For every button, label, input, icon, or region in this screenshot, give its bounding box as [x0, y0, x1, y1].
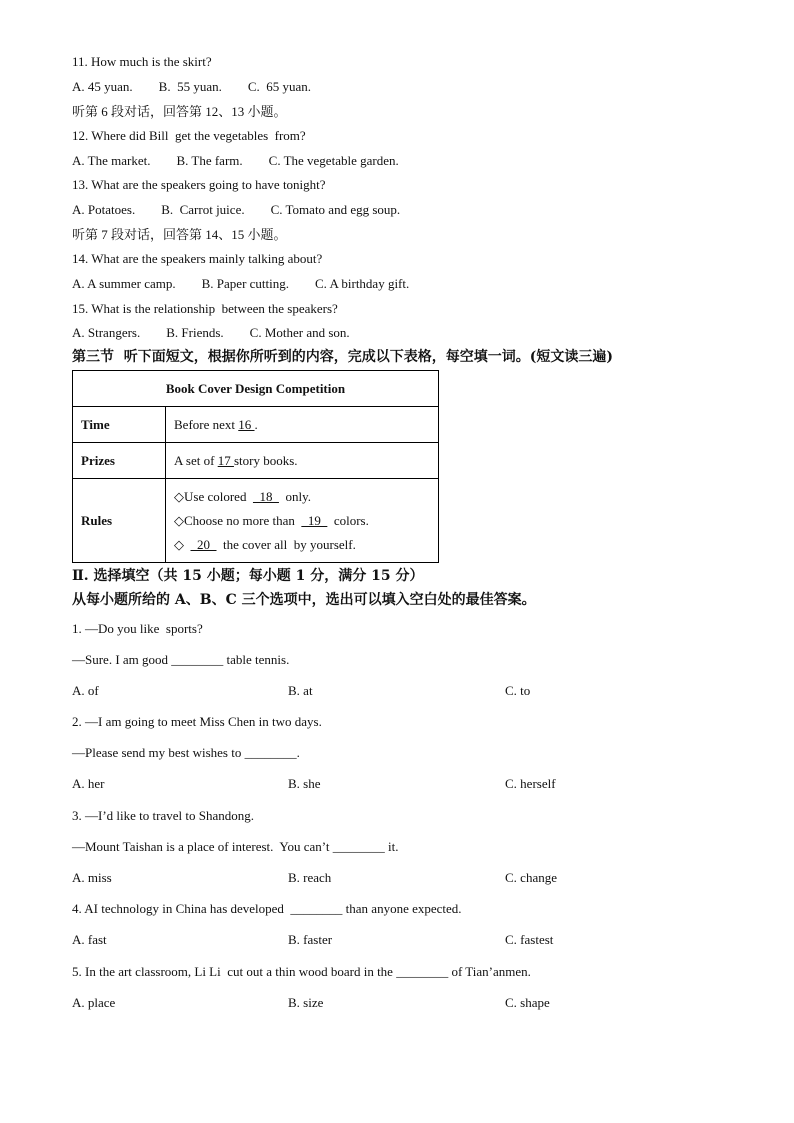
mc-5-line-1: 5. In the art classroom, Li Li cut out a thin wood board in the ________ of Tian’anmen.	[72, 964, 531, 979]
rule-3: ◇ 20 the cover all by yourself.	[174, 536, 356, 552]
mc-2-option-a[interactable]: A. her	[72, 776, 105, 791]
rule-2: ◇Choose no more than 19 colors.	[174, 512, 369, 528]
question-14-options: A. A summer camp. B. Paper cutting. C. A birthday gift.	[72, 276, 410, 291]
question-12: 12. Where did Bill get the vegetables from?	[72, 128, 306, 143]
mc-5-option-c[interactable]: C. shape	[505, 995, 550, 1010]
mc-4-line-1: 4. AI technology in China has developed ________ than anyone expected.	[72, 901, 462, 916]
rule-1: ◇Use colored 18 only.	[174, 488, 311, 504]
mc-3-option-b[interactable]: B. reach	[288, 870, 332, 885]
mc-2-option-b[interactable]: B. she	[288, 776, 321, 791]
mc-3-line-1: 3. —I’d like to travel to Shandong.	[72, 808, 254, 823]
question-15: 15. What is the relationship between the speakers?	[72, 301, 338, 316]
mc-5-option-a[interactable]: A. place	[72, 995, 116, 1010]
blank-17[interactable]: 17	[217, 452, 234, 468]
mc-3-line-2: —Mount Taishan is a place of interest. You can’t ________ it.	[72, 839, 399, 854]
rules-cell	[166, 479, 439, 563]
mc-4-option-c[interactable]: C. fastest	[505, 932, 554, 947]
mc-5-option-b[interactable]: B. size	[288, 995, 324, 1010]
mc-4-option-a[interactable]: A. fast	[72, 932, 107, 947]
prizes-label: Prizes	[73, 443, 166, 479]
time-cell: Before next 16 .	[166, 407, 439, 443]
mc-3-option-a[interactable]: A. miss	[72, 870, 112, 885]
mc-2-line-1: 2. —I am going to meet Miss Chen in two days.	[72, 714, 322, 729]
mc-1-option-a[interactable]: A. of	[72, 683, 99, 698]
blank-19[interactable]: 19	[301, 512, 328, 528]
question-12-options: A. The market. B. The farm. C. The vegetable garden.	[72, 153, 399, 168]
part-2-instruction: 从每小题所给的 A、B、C 三个选项中，选出可以填入空白处的最佳答案。	[72, 592, 536, 608]
prizes-cell: A set of 17 story books.	[166, 443, 439, 479]
mc-1-option-b[interactable]: B. at	[288, 683, 313, 698]
question-11: 11. How much is the skirt?	[72, 54, 212, 69]
blank-18[interactable]: 18	[252, 488, 279, 504]
part-2-heading: Ⅱ. 选择填空（共 15 小题；每小题 1 分，满分 15 分）	[72, 568, 424, 584]
question-14: 14. What are the speakers mainly talking about?	[72, 251, 323, 266]
mc-4-option-b[interactable]: B. faster	[288, 932, 333, 947]
time-label: Time	[73, 407, 166, 443]
mc-1-line-2: —Sure. I am good ________ table tennis.	[72, 652, 290, 667]
blank-16[interactable]: 16	[238, 416, 255, 432]
dialogue-7-instruction: 听第 7 段对话，回答第 14、15 小题。	[72, 227, 287, 242]
mc-1-line-1: 1. —Do you like sports?	[72, 621, 203, 636]
question-13-options: A. Potatoes. B. Carrot juice. C. Tomato and egg soup.	[72, 202, 401, 217]
book-cover-table	[72, 370, 439, 563]
section-3-heading: 第三节 听下面短文，根据你所听到的内容，完成以下表格，每空填一词。(短文读三遍)	[72, 349, 613, 365]
dialogue-6-instruction: 听第 6 段对话，回答第 12、13 小题。	[72, 104, 287, 119]
mc-2-line-2: —Please send my best wishes to ________.	[72, 745, 300, 760]
rules-label: Rules	[73, 479, 166, 563]
question-15-options: A. Strangers. B. Friends. C. Mother and son.	[72, 325, 350, 340]
blank-20[interactable]: 20	[190, 536, 217, 552]
mc-2-option-c[interactable]: C. herself	[505, 776, 556, 791]
question-11-options: A. 45 yuan. B. 55 yuan. C. 65 yuan.	[72, 79, 312, 94]
table-title: Book Cover Design Competition	[73, 371, 439, 407]
mc-3-option-c[interactable]: C. change	[505, 870, 557, 885]
mc-1-option-c[interactable]: C. to	[505, 683, 531, 698]
question-13: 13. What are the speakers going to have tonight?	[72, 177, 326, 192]
